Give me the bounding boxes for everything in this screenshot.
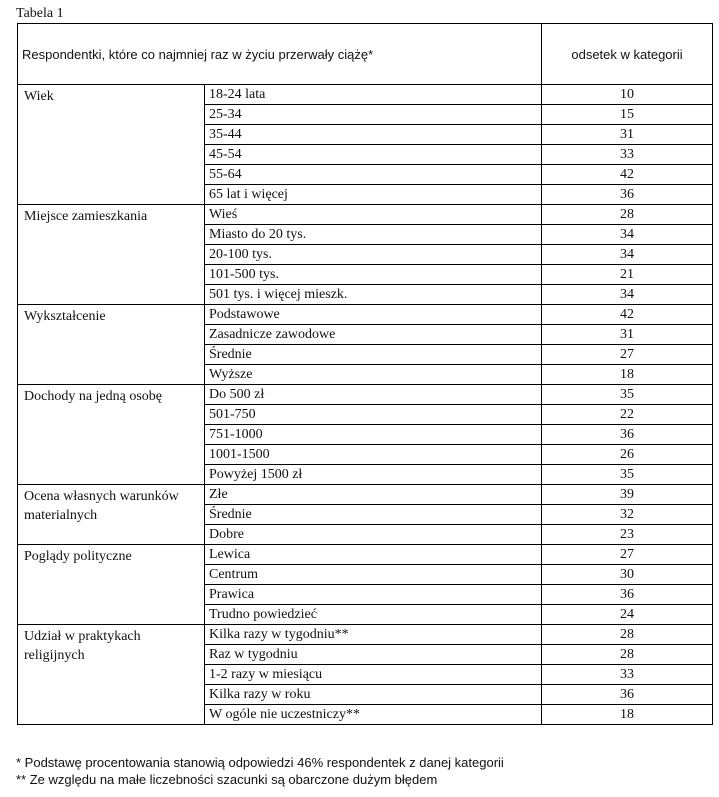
- table-row: [18, 605, 713, 625]
- header-percentage: odsetek w kategorii: [542, 24, 713, 85]
- value-cell: 34: [542, 245, 713, 265]
- value-cell: 35: [542, 465, 713, 485]
- table-row: [18, 285, 713, 305]
- category-cell: Prawica: [205, 585, 542, 605]
- group-label-cell: [18, 365, 205, 385]
- table-row: [18, 385, 713, 405]
- value-cell: 27: [542, 345, 713, 365]
- category-cell: W ogóle nie uczestniczy**: [205, 705, 542, 725]
- table-row: [18, 545, 713, 565]
- group-label-text: Udział w praktykach religijnych: [24, 629, 141, 663]
- table-row: [18, 365, 713, 385]
- footnote-2: ** Ze względu na małe liczebności szacunki są obarczone dużym błędem: [16, 772, 438, 787]
- category-cell: 55-64: [205, 165, 542, 185]
- category-cell: 65 lat i więcej: [205, 185, 542, 205]
- category-cell: Do 500 zł: [205, 385, 542, 405]
- group-label-cell: [18, 585, 205, 605]
- value-cell: 26: [542, 445, 713, 465]
- table-row: [18, 405, 713, 425]
- category-cell: 1-2 razy w miesiącu: [205, 665, 542, 685]
- group-label-cell: [18, 705, 205, 725]
- group-label-cell: [18, 425, 205, 445]
- header-respondents: Respondentki, które co najmniej raz w życiu przerwały ciążę*: [18, 24, 542, 85]
- group-label-cell: [18, 245, 205, 265]
- group-label-text: Ocena własnych warunków materialnych: [24, 489, 179, 523]
- group-label-cell: [18, 525, 205, 545]
- category-cell: 45-54: [205, 145, 542, 165]
- category-cell: Raz w tygodniu: [205, 645, 542, 665]
- category-cell: Trudno powiedzieć: [205, 605, 542, 625]
- group-label-cell: [18, 185, 205, 205]
- table-row: [18, 245, 713, 265]
- group-label-text: Poglądy polityczne: [24, 549, 132, 564]
- table-row: [18, 105, 713, 125]
- table-row: [18, 85, 713, 105]
- group-label-text: Wykształcenie: [24, 309, 106, 324]
- category-cell: 101-500 tys.: [205, 265, 542, 285]
- group-label-cell: [18, 565, 205, 585]
- category-cell: 1001-1500: [205, 445, 542, 465]
- value-cell: 33: [542, 145, 713, 165]
- group-label-cell: [18, 145, 205, 165]
- table-row: [18, 485, 713, 505]
- category-cell: Powyżej 1500 zł: [205, 465, 542, 485]
- group-label-text: Miejsce zamieszkania: [24, 209, 148, 224]
- value-cell: 32: [542, 505, 713, 525]
- value-cell: 23: [542, 525, 713, 545]
- group-label-cell: [18, 465, 205, 485]
- group-label: [18, 205, 205, 225]
- group-label: [18, 85, 205, 105]
- table-row: [18, 305, 713, 325]
- category-cell: Średnie: [205, 345, 542, 365]
- table-row: [18, 205, 713, 225]
- value-cell: 22: [542, 405, 713, 425]
- category-cell: Kilka razy w tygodniu**: [205, 625, 542, 645]
- table-row: [18, 345, 713, 365]
- group-label-cell: [18, 325, 205, 345]
- table-row: [18, 425, 713, 445]
- group-label-cell: [18, 665, 205, 685]
- value-cell: 15: [542, 105, 713, 125]
- category-cell: Kilka razy w roku: [205, 685, 542, 705]
- value-cell: 28: [542, 645, 713, 665]
- group-label-text: Dochody na jedną osobę: [24, 389, 163, 404]
- value-cell: 18: [542, 705, 713, 725]
- group-label-cell: [18, 405, 205, 425]
- table-row: [18, 585, 713, 605]
- value-cell: 34: [542, 225, 713, 245]
- value-cell: 36: [542, 185, 713, 205]
- value-cell: 39: [542, 485, 713, 505]
- group-label-cell: [18, 105, 205, 125]
- group-label-cell: [18, 345, 205, 365]
- footnotes: [16, 754, 504, 788]
- category-cell: Centrum: [205, 565, 542, 585]
- table-row: [18, 145, 713, 165]
- value-cell: 27: [542, 545, 713, 565]
- value-cell: 36: [542, 585, 713, 605]
- category-cell: 501-750: [205, 405, 542, 425]
- group-label-cell: [18, 605, 205, 625]
- group-label-cell: [18, 445, 205, 465]
- category-cell: 35-44: [205, 125, 542, 145]
- table-row: [18, 665, 713, 685]
- table-row: [18, 225, 713, 245]
- value-cell: 31: [542, 325, 713, 345]
- table-row: [18, 685, 713, 705]
- value-cell: 42: [542, 305, 713, 325]
- group-label: [18, 385, 205, 405]
- value-cell: 24: [542, 605, 713, 625]
- category-cell: 25-34: [205, 105, 542, 125]
- table-row: [18, 625, 713, 645]
- value-cell: 31: [542, 125, 713, 145]
- table-row: [18, 705, 713, 725]
- table-body: [18, 24, 713, 725]
- group-label: [18, 305, 205, 325]
- value-cell: 30: [542, 565, 713, 585]
- category-cell: 18-24 lata: [205, 85, 542, 105]
- table-row: [18, 525, 713, 545]
- group-label-cell: [18, 685, 205, 705]
- group-label: [18, 625, 205, 663]
- data-table: [17, 23, 713, 725]
- category-cell: 20-100 tys.: [205, 245, 542, 265]
- value-cell: 36: [542, 425, 713, 445]
- table-caption: Tabela 1: [16, 6, 64, 21]
- category-cell: Wieś: [205, 205, 542, 225]
- group-label: [18, 485, 205, 523]
- value-cell: 34: [542, 285, 713, 305]
- category-cell: 751-1000: [205, 425, 542, 445]
- category-cell: Dobre: [205, 525, 542, 545]
- value-cell: 28: [542, 205, 713, 225]
- group-label-cell: [18, 125, 205, 145]
- table-row: [18, 565, 713, 585]
- table-row: [18, 265, 713, 285]
- value-cell: 36: [542, 685, 713, 705]
- category-cell: Złe: [205, 485, 542, 505]
- value-cell: 35: [542, 385, 713, 405]
- category-cell: Średnie: [205, 505, 542, 525]
- table-row: [18, 165, 713, 185]
- table-header-row: [18, 24, 713, 85]
- category-cell: Zasadnicze zawodowe: [205, 325, 542, 345]
- category-cell: Miasto do 20 tys.: [205, 225, 542, 245]
- group-label: [18, 545, 205, 565]
- value-cell: 33: [542, 665, 713, 685]
- group-label-cell: [18, 265, 205, 285]
- category-cell: Wyższe: [205, 365, 542, 385]
- group-label-cell: [18, 165, 205, 185]
- category-cell: 501 tys. i więcej mieszk.: [205, 285, 542, 305]
- table-row: [18, 185, 713, 205]
- value-cell: 28: [542, 625, 713, 645]
- value-cell: 18: [542, 365, 713, 385]
- group-label-text: Wiek: [24, 89, 54, 104]
- table-row: [18, 125, 713, 145]
- value-cell: 21: [542, 265, 713, 285]
- group-label-cell: [18, 285, 205, 305]
- footnote-1: * Podstawę procentowania stanowią odpowiedzi 46% respondentek z danej kategorii: [16, 755, 504, 770]
- value-cell: 10: [542, 85, 713, 105]
- table-row: [18, 465, 713, 485]
- category-cell: Podstawowe: [205, 305, 542, 325]
- value-cell: 42: [542, 165, 713, 185]
- table-row: [18, 325, 713, 345]
- table-row: [18, 445, 713, 465]
- group-label-cell: [18, 225, 205, 245]
- category-cell: Lewica: [205, 545, 542, 565]
